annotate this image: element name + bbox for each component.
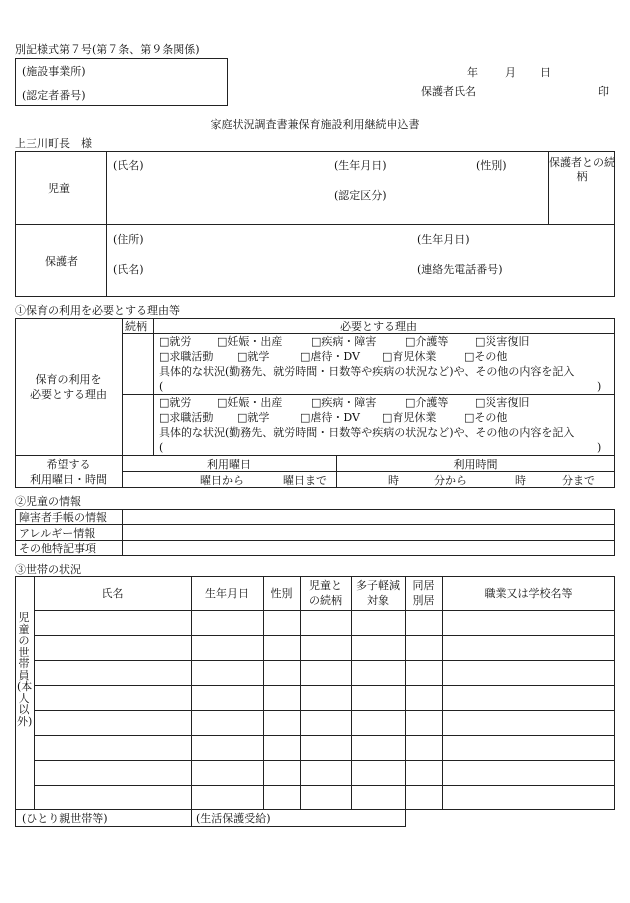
col-sex-header: 性別	[270, 587, 293, 600]
date-day: 日	[540, 66, 551, 79]
days-header: 利用曜日	[207, 458, 251, 471]
other-notes-label: その他特記事項	[19, 542, 96, 555]
child-name-field[interactable]: (氏名)	[113, 159, 144, 172]
reason-header: 必要とする理由	[340, 320, 417, 333]
time-header: 利用時間	[453, 458, 498, 471]
detail-paren-close: )	[597, 380, 602, 393]
form-number: 別記様式第７号(第７条、第９条関係)	[15, 43, 200, 56]
col-job-header: 職業又は学校名等	[484, 587, 573, 600]
time-hour-from: 時	[388, 474, 399, 487]
option-school[interactable]: □就学	[237, 411, 270, 424]
facility-cert-label: (認定者番号)	[22, 89, 86, 102]
allergy-info-label: アレルギー情報	[19, 527, 96, 540]
date-year: 年	[467, 66, 478, 79]
col-name-header: 氏名	[101, 587, 124, 600]
col-multichild-header-1: 多子軽減	[356, 579, 400, 592]
facility-business-label: (施設事業所)	[22, 65, 86, 78]
days-from: 曜日から	[200, 474, 244, 487]
option-disaster[interactable]: □災害復旧	[475, 335, 530, 348]
child-birth-field[interactable]: (生年月日)	[334, 159, 387, 172]
col-relation-header-1: 児童と	[309, 579, 342, 592]
reason-row-label-2: 必要とする理由	[30, 388, 107, 401]
col-birth-header: 生年月日	[205, 587, 249, 600]
detail-paren-open: (	[159, 380, 164, 393]
detail-instruction: 具体的な状況(勤務先、就労時間・日数等や疾病の状況など)や、その他の内容を記入	[159, 426, 575, 439]
option-jobseeking[interactable]: □求職活動	[159, 411, 214, 424]
child-sex-field[interactable]: (性別)	[476, 159, 507, 172]
option-school[interactable]: □就学	[237, 350, 270, 363]
guardian-birth-field[interactable]: (生年月日)	[417, 233, 470, 246]
col-multichild-header-2: 対象	[367, 594, 389, 607]
welfare-field[interactable]: (生活保護受給)	[196, 812, 271, 825]
option-disaster[interactable]: □災害復旧	[475, 396, 530, 409]
reason-row-label-1: 保育の利用を	[35, 373, 102, 386]
option-abuse[interactable]: □虐待・DV	[300, 350, 360, 363]
option-care[interactable]: □介護等	[405, 335, 449, 348]
col-relation-header-2: の続柄	[309, 594, 342, 607]
guardian-header: 保護者	[45, 255, 78, 268]
option-childcare-leave[interactable]: □育児休業	[382, 411, 437, 424]
option-work[interactable]: □就労	[159, 396, 192, 409]
col-cohabit-header-2: 別居	[412, 594, 435, 607]
seal-mark: 印	[598, 85, 609, 98]
guardian-name-field[interactable]: (氏名)	[113, 263, 144, 276]
detail-paren-close: )	[597, 441, 602, 454]
option-pregnancy[interactable]: □妊娠・出産	[217, 396, 283, 409]
section2-title: ②児童の情報	[15, 495, 81, 508]
option-jobseeking[interactable]: □求職活動	[159, 350, 214, 363]
relation-header: 続柄	[125, 320, 147, 333]
child-header: 児童	[48, 182, 70, 195]
disability-info-label: 障害者手帳の情報	[19, 511, 107, 524]
guardian-phone-field[interactable]: (連絡先電話番号)	[417, 263, 503, 276]
section1-title: ①保育の利用を必要とする理由等	[15, 304, 180, 317]
wish-label-2: 利用曜日・時間	[30, 473, 107, 486]
option-illness[interactable]: □疾病・障害	[311, 396, 377, 409]
wish-label-1: 希望する	[46, 458, 91, 471]
addressee: 上三川町長 様	[15, 137, 92, 150]
date-month: 月	[505, 66, 516, 79]
option-abuse[interactable]: □虐待・DV	[300, 411, 360, 424]
option-work[interactable]: □就労	[159, 335, 192, 348]
child-relation-header: 保護者との続柄	[549, 156, 615, 183]
time-hour-to: 時	[515, 474, 526, 487]
household-side-label: 児童の世帯員(本人以外)	[17, 611, 33, 728]
single-parent-field[interactable]: (ひとり親世帯等)	[22, 812, 108, 825]
option-care[interactable]: □介護等	[405, 396, 449, 409]
option-childcare-leave[interactable]: □育児休業	[382, 350, 437, 363]
option-illness[interactable]: □疾病・障害	[311, 335, 377, 348]
option-other[interactable]: □その他	[464, 411, 508, 424]
detail-paren-open: (	[159, 441, 164, 454]
option-other[interactable]: □その他	[464, 350, 508, 363]
detail-instruction: 具体的な状況(勤務先、就労時間・日数等や疾病の状況など)や、その他の内容を記入	[159, 365, 575, 378]
household-table	[15, 576, 615, 810]
time-min-from: 分から	[434, 474, 467, 487]
time-min-to: 分まで	[562, 474, 595, 487]
col-cohabit-header-1: 同居	[412, 579, 435, 592]
days-to: 曜日まで	[283, 474, 327, 487]
guardian-address-field[interactable]: (住所)	[113, 233, 144, 246]
guardian-name-label: 保護者氏名	[421, 85, 476, 98]
section3-title: ③世帯の状況	[15, 563, 81, 576]
form-title: 家庭状況調査書兼保育施設利用継続申込書	[210, 118, 420, 131]
child-cert-field[interactable]: (認定区分)	[334, 189, 387, 202]
option-pregnancy[interactable]: □妊娠・出産	[217, 335, 283, 348]
